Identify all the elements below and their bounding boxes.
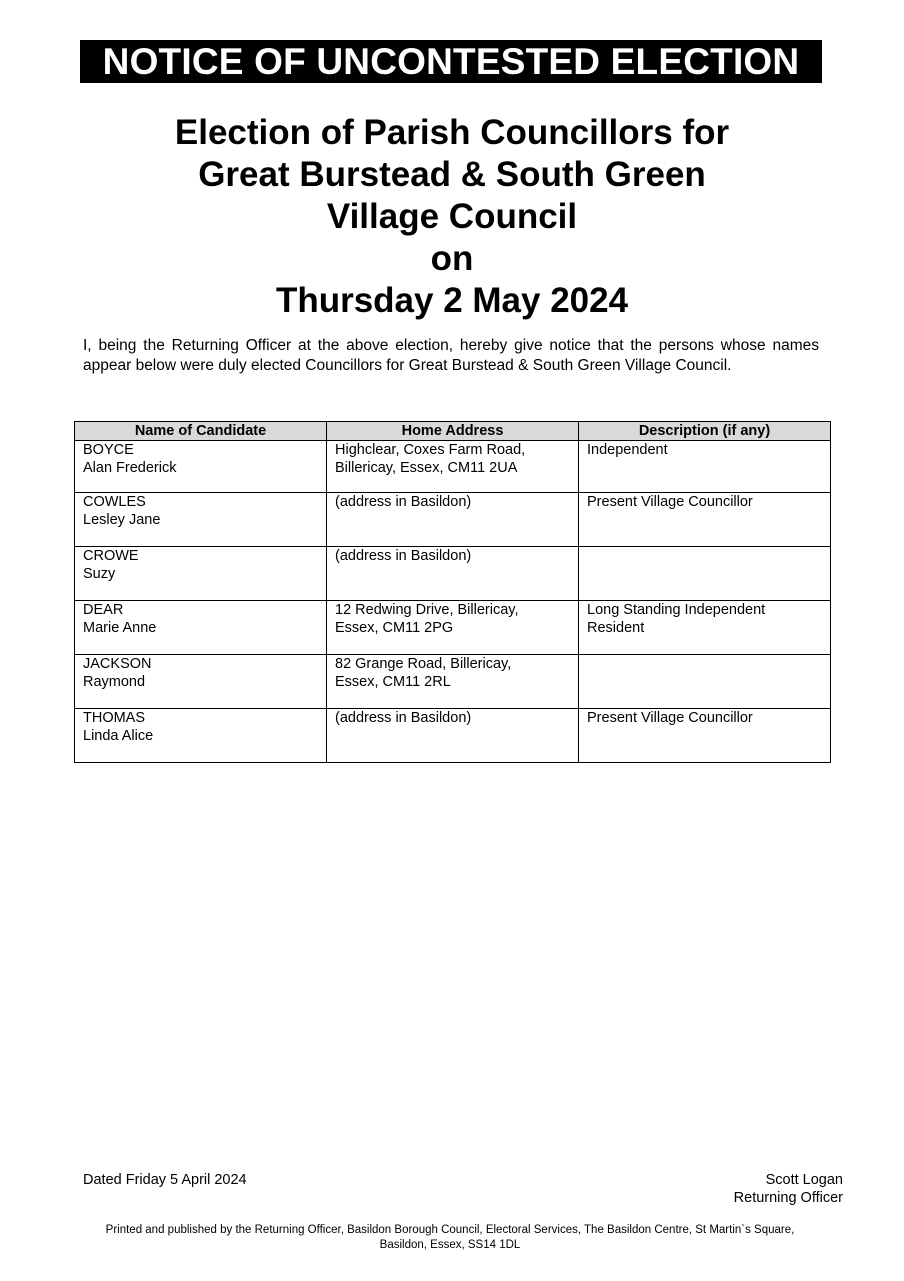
- candidate-address-cell: [327, 655, 579, 709]
- header-address: Home Address: [327, 422, 579, 441]
- description-line: Independent: [587, 442, 668, 458]
- table-row: [75, 601, 831, 655]
- imprint-line: Printed and published by the Returning Officer, Basildon Borough Council, Electoral Services, The Basildon Centre, St Martin`s Square,: [105, 1224, 795, 1236]
- candidate-name-cell: [75, 709, 327, 763]
- header-description: Description (if any): [579, 422, 831, 441]
- candidate-description-cell: [579, 493, 831, 547]
- address-line: (address in Basildon): [335, 548, 472, 564]
- address-line: Highclear, Coxes Farm Road,: [335, 442, 526, 458]
- candidate-forenames: Linda Alice: [83, 728, 154, 744]
- table-row: [75, 655, 831, 709]
- election-title: [0, 112, 904, 322]
- description-line: Long Standing Independent: [587, 602, 766, 618]
- candidate-description-cell: [579, 709, 831, 763]
- table-row: [75, 493, 831, 547]
- candidate-description-cell: [579, 441, 831, 493]
- table-row: [75, 709, 831, 763]
- address-line: (address in Basildon): [335, 710, 472, 726]
- candidate-address-cell: [327, 601, 579, 655]
- imprint-footer: [60, 1223, 840, 1253]
- address-line: 82 Grange Road, Billericay,: [335, 656, 512, 672]
- candidate-description-cell: [579, 655, 831, 709]
- candidate-forenames: Raymond: [83, 674, 146, 690]
- candidate-address-cell: [327, 547, 579, 601]
- signatory-role: Returning Officer: [733, 1190, 843, 1206]
- candidate-surname: CROWE: [83, 548, 139, 564]
- candidate-forenames: Marie Anne: [83, 620, 157, 636]
- candidate-surname: THOMAS: [83, 710, 146, 726]
- address-line: (address in Basildon): [335, 494, 472, 510]
- candidate-address-cell: [327, 493, 579, 547]
- notice-banner: NOTICE OF UNCONTESTED ELECTION: [80, 40, 822, 83]
- description-line: Present Village Councillor: [587, 494, 753, 510]
- candidate-address-cell: [327, 709, 579, 763]
- intro-paragraph: I, being the Returning Officer at the above election, hereby give notice that the persons whose names appear below were duly elected Councillors for Great Burstead & South Green Village Council.: [83, 337, 819, 374]
- candidate-forenames: Suzy: [83, 566, 116, 582]
- title-line: Village Council: [326, 197, 578, 236]
- address-line: 12 Redwing Drive, Billericay,: [335, 602, 519, 618]
- candidate-name-cell: [75, 601, 327, 655]
- signature-block: [734, 1171, 843, 1207]
- table-row: [75, 547, 831, 601]
- candidate-address-cell: [327, 441, 579, 493]
- candidate-name-cell: [75, 441, 327, 493]
- signatory-name: Scott Logan: [765, 1172, 843, 1188]
- candidate-description-cell: [579, 601, 831, 655]
- address-line: Essex, CM11 2RL: [335, 674, 451, 690]
- description-line: Resident: [587, 620, 645, 636]
- candidate-surname: DEAR: [83, 602, 124, 618]
- table-header-row: [75, 422, 831, 441]
- description-line: Present Village Councillor: [587, 710, 753, 726]
- candidate-name-cell: [75, 547, 327, 601]
- address-line: Billericay, Essex, CM11 2UA: [335, 460, 518, 476]
- title-line: Great Burstead & South Green: [198, 155, 706, 194]
- table-row: [75, 441, 831, 493]
- dated-line: Dated Friday 5 April 2024: [83, 1172, 247, 1188]
- title-line: on: [430, 239, 474, 278]
- candidate-name-cell: [75, 655, 327, 709]
- imprint-line: Basildon, Essex, SS14 1DL: [379, 1239, 521, 1251]
- candidates-table: [74, 421, 831, 763]
- candidate-surname: COWLES: [83, 494, 146, 510]
- address-line: Essex, CM11 2PG: [335, 620, 454, 636]
- candidate-surname: BOYCE: [83, 442, 134, 458]
- header-name: Name of Candidate: [75, 422, 327, 441]
- candidate-forenames: Lesley Jane: [83, 512, 161, 528]
- title-line: Election of Parish Councillors for: [174, 113, 730, 152]
- candidate-forenames: Alan Frederick: [83, 460, 177, 476]
- title-line: Thursday 2 May 2024: [275, 281, 629, 320]
- candidate-description-cell: [579, 547, 831, 601]
- candidate-name-cell: [75, 493, 327, 547]
- candidate-surname: JACKSON: [83, 656, 152, 672]
